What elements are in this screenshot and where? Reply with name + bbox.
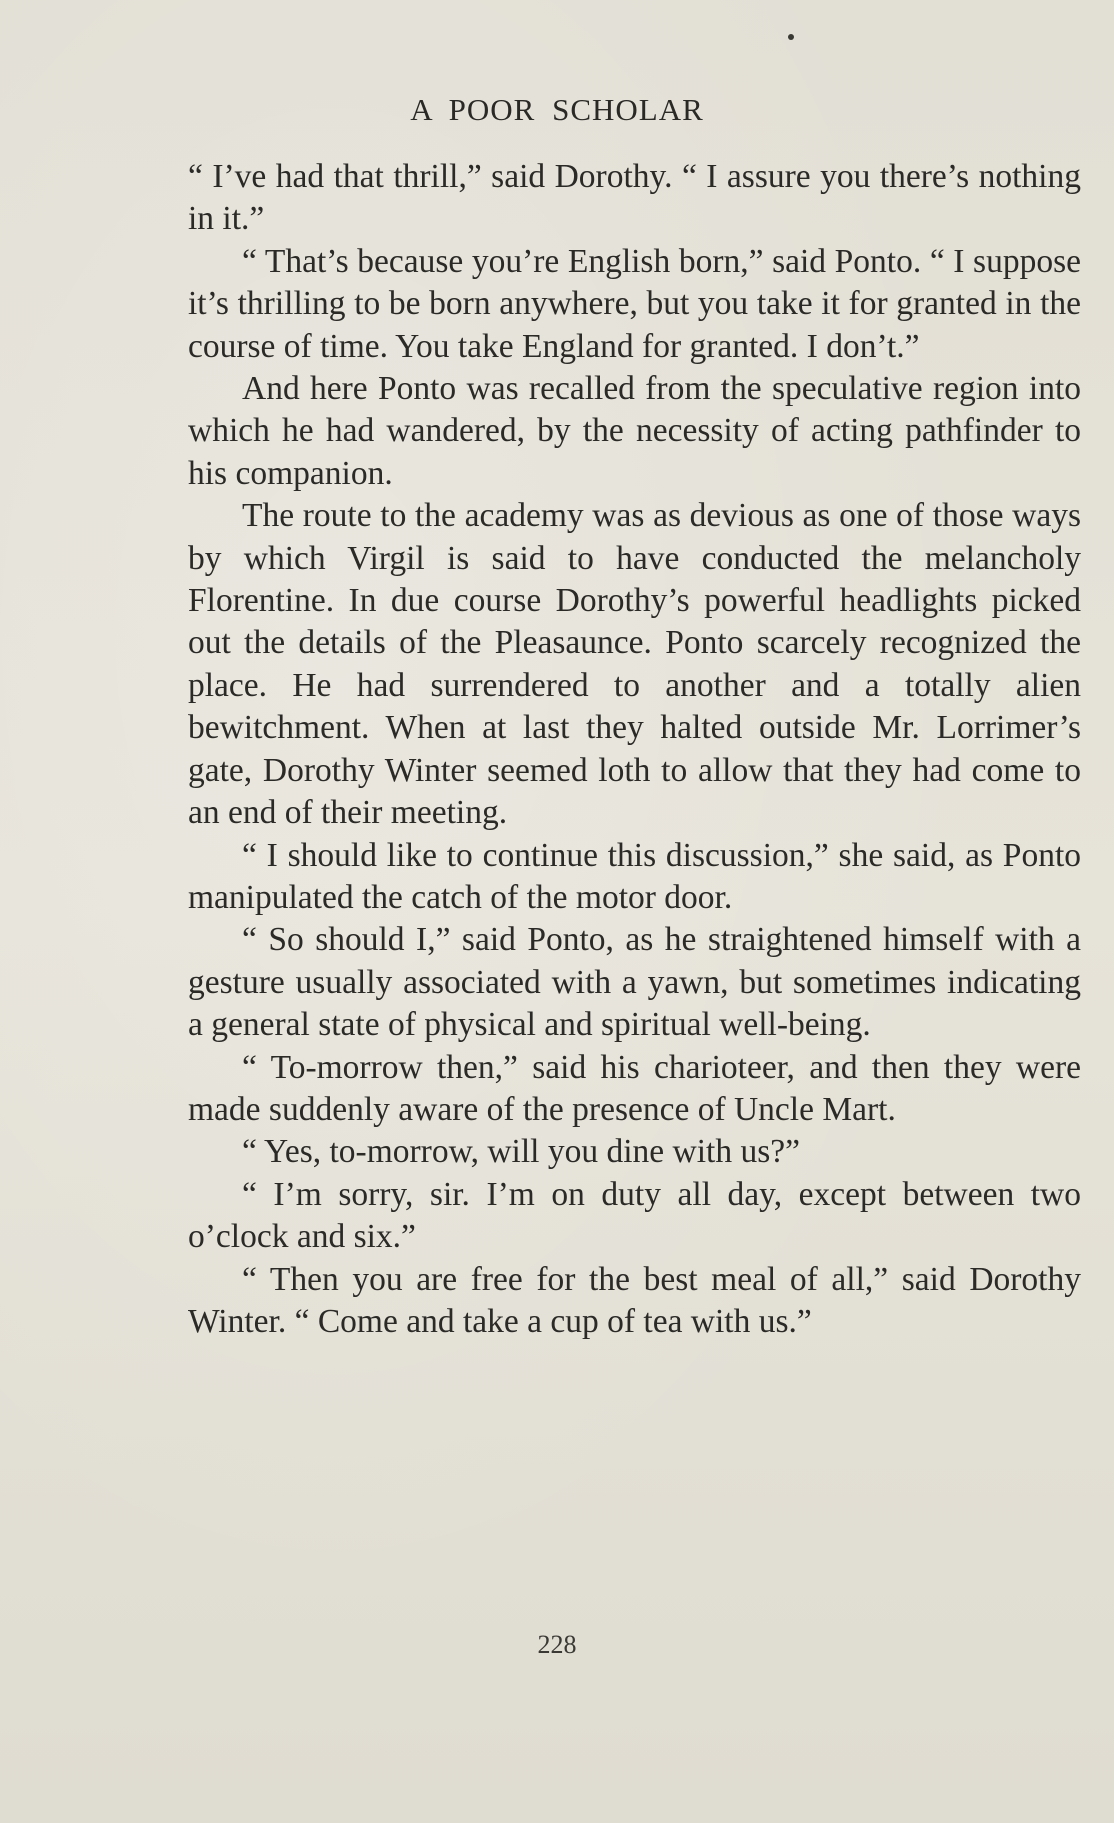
paragraph: “ Yes, to-morrow, will you dine with us?” [242,1133,800,1171]
paragraph: The route to the academy was as devious as one of those ways by which Virgil is said to have conducted the melancholy Florentine. In due course Dorothy’s powerful headlights picked out the details of the Pleasaunce. Ponto scarcely recognized the place. He had surrendered to another and a totally alien bewitchment. When at last they halted outside Mr. Lorrimer’s gate, Dorothy Winter seemed loth to allow that they had come to an end of their meeting. [188,497,1081,832]
paragraph: “ So should I,” said Ponto, as he straightened himself with a gesture usually associated with a yawn, but sometimes indicating a general state of physical and spiritual well-being. [188,921,1081,1044]
paragraph: “ I’m sorry, sir. I’m on duty all day, except between two o’clock and six.” [188,1175,1081,1256]
running-head: A POOR SCHOLAR [410,92,704,127]
paragraph: “ That’s because you’re English born,” said Ponto. “ I suppose it’s thrilling to be born anywhere, but you take it for granted in the course of time. You take England for granted. I don’t.” [188,242,1081,365]
ink-speck [788,34,794,40]
page-number: 228 [537,1630,577,1659]
paragraph: “ To-morrow then,” said his charioteer, and then they were made suddenly aware of the presence of Uncle Mart. [188,1048,1081,1128]
paragraph: “ I should like to continue this discussion,” she said, as Ponto manipulated the catch of the motor door. [188,836,1081,916]
paragraph: “ Then you are free for the best meal of all,” said Dorothy Winter. “ Come and take a cup of tea with us.” [188,1260,1081,1340]
paragraph: “ I’ve had that thrill,” said Dorothy. “ I assure you there’s nothing in it.” [188,158,1081,238]
body-text [188,156,1081,1343]
paragraph: And here Ponto was recalled from the speculative region into which he had wandered, by the necessity of acting pathfinder to his companion. [188,370,1081,492]
